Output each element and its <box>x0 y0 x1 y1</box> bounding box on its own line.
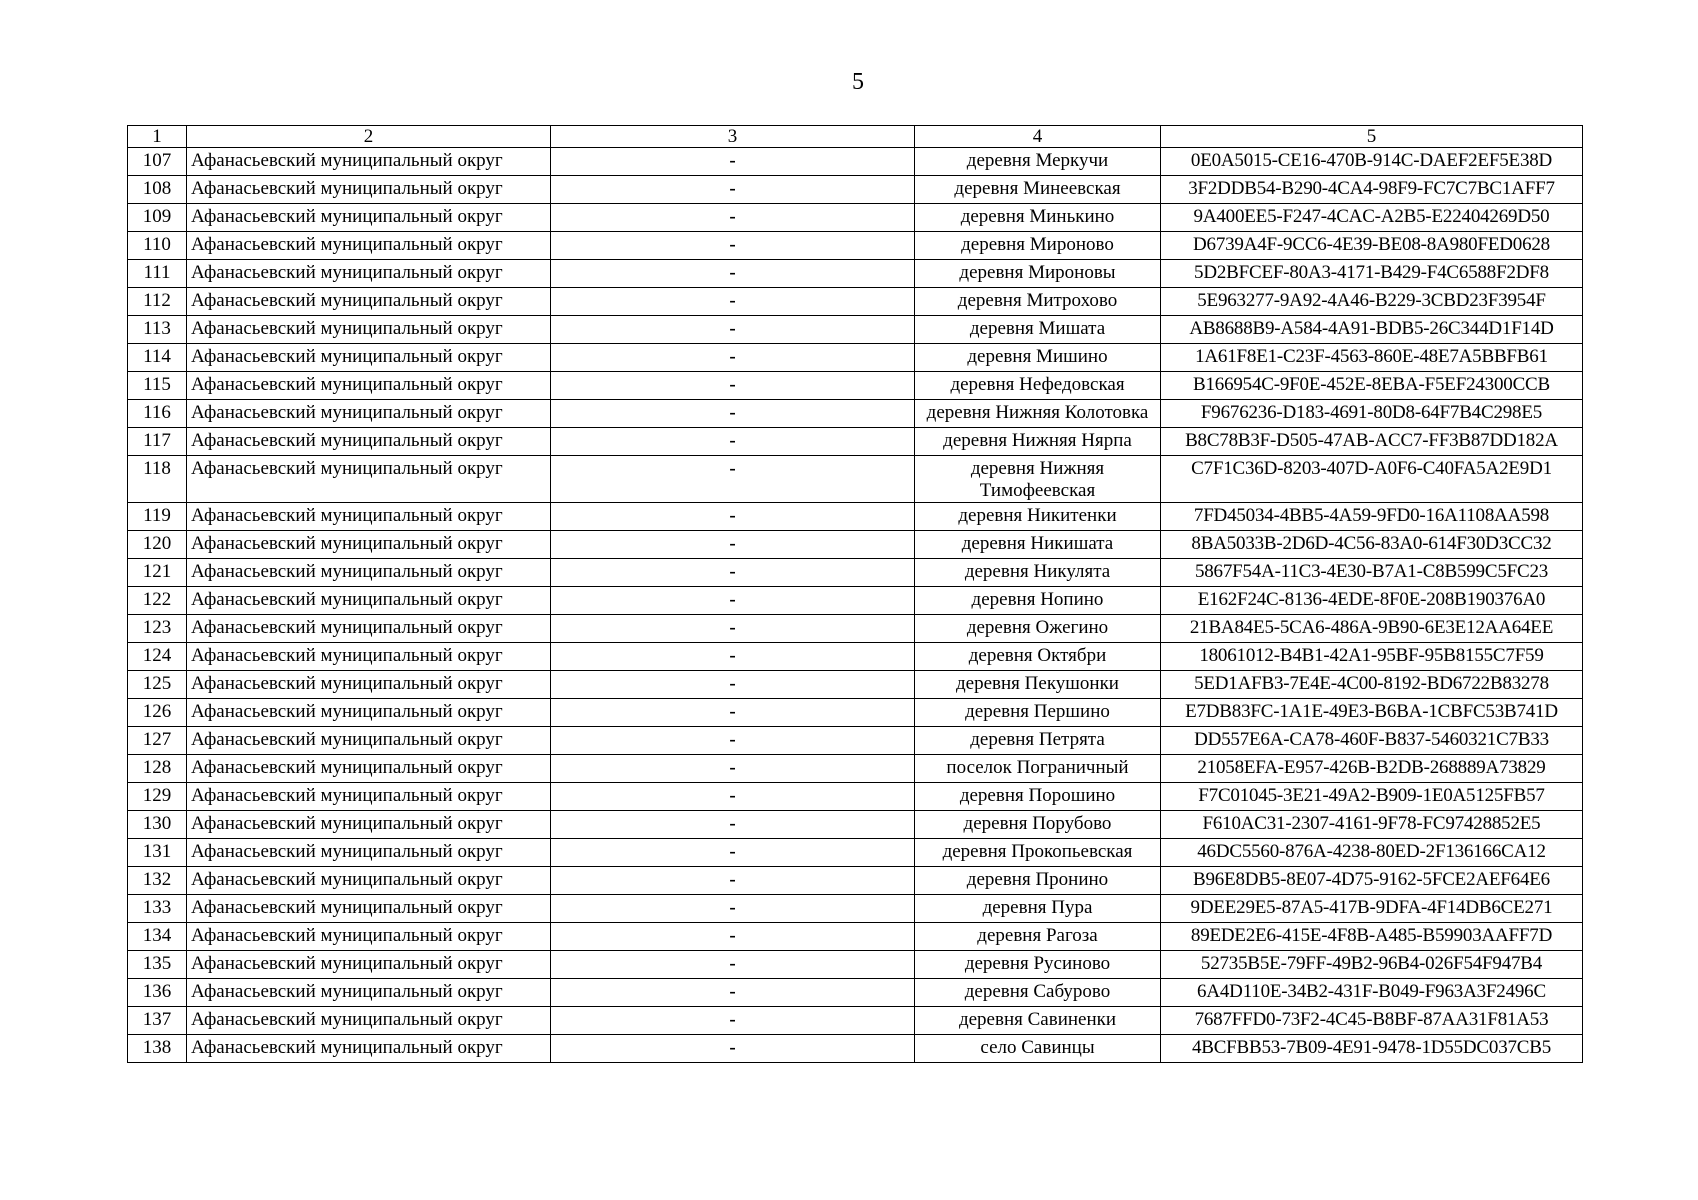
page-number: 5 <box>852 69 864 95</box>
table-row <box>128 428 1583 456</box>
table-row <box>128 559 1583 587</box>
identifier-code-cell: 4BCFBB53-7B09-4E91-9478-1D55DC037CB5 <box>1161 1035 1583 1063</box>
row-number: 111 <box>128 260 187 288</box>
settlement-name-cell: деревня Пекушонки <box>915 671 1161 699</box>
identifier-code-cell: 89EDE2E6-415E-4F8B-A485-B59903AAFF7D <box>1161 923 1583 951</box>
table-row <box>128 372 1583 400</box>
settlements-table <box>127 125 1583 1063</box>
row-number: 137 <box>128 1007 187 1035</box>
row-number: 108 <box>128 176 187 204</box>
column3-cell: - <box>551 979 915 1007</box>
column3-cell: - <box>551 867 915 895</box>
row-number: 131 <box>128 839 187 867</box>
table-row <box>128 288 1583 316</box>
row-number: 133 <box>128 895 187 923</box>
row-number: 115 <box>128 372 187 400</box>
row-number: 119 <box>128 503 187 531</box>
row-number: 116 <box>128 400 187 428</box>
row-number: 118 <box>128 456 187 503</box>
identifier-code-cell: F7C01045-3E21-49A2-B909-1E0A5125FB57 <box>1161 783 1583 811</box>
settlement-name-cell: деревня Октябри <box>915 643 1161 671</box>
municipality-cell: Афанасьевский муниципальный округ <box>187 559 551 587</box>
column3-cell: - <box>551 428 915 456</box>
settlement-name-cell: деревня Митрохово <box>915 288 1161 316</box>
municipality-cell: Афанасьевский муниципальный округ <box>187 979 551 1007</box>
identifier-code-cell: 21BA84E5-5CA6-486A-9B90-6E3E12AA64EE <box>1161 615 1583 643</box>
table-row <box>128 204 1583 232</box>
column-header: 4 <box>915 126 1161 148</box>
column-header: 1 <box>128 126 187 148</box>
column3-cell: - <box>551 316 915 344</box>
municipality-cell: Афанасьевский муниципальный округ <box>187 344 551 372</box>
settlement-name-cell: деревня Минеевская <box>915 176 1161 204</box>
settlement-name-cell: деревня Пура <box>915 895 1161 923</box>
municipality-cell: Афанасьевский муниципальный округ <box>187 316 551 344</box>
column3-cell: - <box>551 559 915 587</box>
municipality-cell: Афанасьевский муниципальный округ <box>187 148 551 176</box>
identifier-code-cell: 5E963277-9A92-4A46-B229-3CBD23F3954F <box>1161 288 1583 316</box>
table-row <box>128 587 1583 615</box>
row-number: 138 <box>128 1035 187 1063</box>
identifier-code-cell: D6739A4F-9CC6-4E39-BE08-8A980FED0628 <box>1161 232 1583 260</box>
column3-cell: - <box>551 587 915 615</box>
settlement-name-cell: деревня Нопино <box>915 587 1161 615</box>
municipality-cell: Афанасьевский муниципальный округ <box>187 643 551 671</box>
municipality-cell: Афанасьевский муниципальный округ <box>187 1007 551 1035</box>
settlement-name-cell: деревня Нижняя Колотовка <box>915 400 1161 428</box>
column3-cell: - <box>551 531 915 559</box>
municipality-cell: Афанасьевский муниципальный округ <box>187 755 551 783</box>
table-row <box>128 148 1583 176</box>
row-number: 120 <box>128 531 187 559</box>
identifier-code-cell: 9A400EE5-F247-4CAC-A2B5-E22404269D50 <box>1161 204 1583 232</box>
identifier-code-cell: F610AC31-2307-4161-9F78-FC97428852E5 <box>1161 811 1583 839</box>
settlement-name-cell: деревня Порубово <box>915 811 1161 839</box>
column3-cell: - <box>551 1035 915 1063</box>
municipality-cell: Афанасьевский муниципальный округ <box>187 503 551 531</box>
column3-cell: - <box>551 232 915 260</box>
table-row <box>128 895 1583 923</box>
row-number: 112 <box>128 288 187 316</box>
settlement-name-cell: деревня Мироновы <box>915 260 1161 288</box>
settlement-name-cell: деревня Никитенки <box>915 503 1161 531</box>
municipality-cell: Афанасьевский муниципальный округ <box>187 1035 551 1063</box>
table-row <box>128 699 1583 727</box>
table-body <box>128 148 1583 1063</box>
identifier-code-cell: 46DC5560-876A-4238-80ED-2F136166CA12 <box>1161 839 1583 867</box>
column3-cell: - <box>551 1007 915 1035</box>
column3-cell: - <box>551 372 915 400</box>
row-number: 136 <box>128 979 187 1007</box>
column3-cell: - <box>551 615 915 643</box>
municipality-cell: Афанасьевский муниципальный округ <box>187 783 551 811</box>
municipality-cell: Афанасьевский муниципальный округ <box>187 260 551 288</box>
row-number: 123 <box>128 615 187 643</box>
table-row <box>128 867 1583 895</box>
settlement-name-cell: деревня Мишата <box>915 316 1161 344</box>
table-row <box>128 951 1583 979</box>
identifier-code-cell: B8C78B3F-D505-47AB-ACC7-FF3B87DD182A <box>1161 428 1583 456</box>
column3-cell: - <box>551 727 915 755</box>
table-row <box>128 531 1583 559</box>
row-number: 128 <box>128 755 187 783</box>
table-row <box>128 727 1583 755</box>
column3-cell: - <box>551 895 915 923</box>
settlement-name-cell: деревня Мироново <box>915 232 1161 260</box>
identifier-code-cell: C7F1C36D-8203-407D-A0F6-C40FA5A2E9D1 <box>1161 456 1583 503</box>
row-number: 135 <box>128 951 187 979</box>
municipality-cell: Афанасьевский муниципальный округ <box>187 288 551 316</box>
municipality-cell: Афанасьевский муниципальный округ <box>187 456 551 503</box>
column3-cell: - <box>551 503 915 531</box>
column-header: 5 <box>1161 126 1583 148</box>
municipality-cell: Афанасьевский муниципальный округ <box>187 923 551 951</box>
settlement-name-cell: поселок Пограничный <box>915 755 1161 783</box>
identifier-code-cell: 52735B5E-79FF-49B2-96B4-026F54F947B4 <box>1161 951 1583 979</box>
column3-cell: - <box>551 811 915 839</box>
identifier-code-cell: 5867F54A-11C3-4E30-B7A1-C8B599C5FC23 <box>1161 559 1583 587</box>
table-row <box>128 615 1583 643</box>
municipality-cell: Афанасьевский муниципальный округ <box>187 531 551 559</box>
row-number: 117 <box>128 428 187 456</box>
identifier-code-cell: 7687FFD0-73F2-4C45-B8BF-87AA31F81A53 <box>1161 1007 1583 1035</box>
settlement-name-cell: деревня Никишата <box>915 531 1161 559</box>
table-row <box>128 176 1583 204</box>
table-row <box>128 1007 1583 1035</box>
table-row <box>128 316 1583 344</box>
row-number: 127 <box>128 727 187 755</box>
settlement-name-cell: деревня Петрята <box>915 727 1161 755</box>
table-row <box>128 643 1583 671</box>
table-row <box>128 400 1583 428</box>
row-number: 134 <box>128 923 187 951</box>
column3-cell: - <box>551 699 915 727</box>
table-row <box>128 1035 1583 1063</box>
settlement-name-cell: деревня Русиново <box>915 951 1161 979</box>
column3-cell: - <box>551 755 915 783</box>
identifier-code-cell: 1A61F8E1-C23F-4563-860E-48E7A5BBFB61 <box>1161 344 1583 372</box>
settlement-name-cell: деревня Нижняя Тимофеевская <box>915 456 1161 503</box>
identifier-code-cell: 21058EFA-E957-426B-B2DB-268889A73829 <box>1161 755 1583 783</box>
identifier-code-cell: F9676236-D183-4691-80D8-64F7B4C298E5 <box>1161 400 1583 428</box>
row-number: 124 <box>128 643 187 671</box>
row-number: 125 <box>128 671 187 699</box>
settlement-name-cell: деревня Пронино <box>915 867 1161 895</box>
municipality-cell: Афанасьевский муниципальный округ <box>187 895 551 923</box>
column3-cell: - <box>551 176 915 204</box>
settlement-name-cell: деревня Сабурово <box>915 979 1161 1007</box>
identifier-code-cell: E7DB83FC-1A1E-49E3-B6BA-1CBFC53B741D <box>1161 699 1583 727</box>
column-header: 2 <box>187 126 551 148</box>
column3-cell: - <box>551 400 915 428</box>
municipality-cell: Афанасьевский муниципальный округ <box>187 176 551 204</box>
table-row <box>128 839 1583 867</box>
row-number: 109 <box>128 204 187 232</box>
identifier-code-cell: AB8688B9-A584-4A91-BDB5-26C344D1F14D <box>1161 316 1583 344</box>
municipality-cell: Афанасьевский муниципальный округ <box>187 867 551 895</box>
table-row <box>128 811 1583 839</box>
identifier-code-cell: B96E8DB5-8E07-4D75-9162-5FCE2AEF64E6 <box>1161 867 1583 895</box>
municipality-cell: Афанасьевский муниципальный округ <box>187 727 551 755</box>
settlement-name-cell: деревня Савиненки <box>915 1007 1161 1035</box>
identifier-code-cell: 9DEE29E5-87A5-417B-9DFA-4F14DB6CE271 <box>1161 895 1583 923</box>
identifier-code-cell: 6A4D110E-34B2-431F-B049-F963A3F2496C <box>1161 979 1583 1007</box>
settlement-name-cell: село Савинцы <box>915 1035 1161 1063</box>
column3-cell: - <box>551 344 915 372</box>
identifier-code-cell: DD557E6A-CA78-460F-B837-5460321C7B33 <box>1161 727 1583 755</box>
identifier-code-cell: 3F2DDB54-B290-4CA4-98F9-FC7C7BC1AFF7 <box>1161 176 1583 204</box>
row-number: 126 <box>128 699 187 727</box>
column3-cell: - <box>551 148 915 176</box>
row-number: 129 <box>128 783 187 811</box>
identifier-code-cell: 5D2BFCEF-80A3-4171-B429-F4C6588F2DF8 <box>1161 260 1583 288</box>
column3-cell: - <box>551 204 915 232</box>
municipality-cell: Афанасьевский муниципальный округ <box>187 951 551 979</box>
table-row <box>128 503 1583 531</box>
table-row <box>128 260 1583 288</box>
table-row <box>128 923 1583 951</box>
column3-cell: - <box>551 951 915 979</box>
municipality-cell: Афанасьевский муниципальный округ <box>187 400 551 428</box>
settlement-name-cell: деревня Никулята <box>915 559 1161 587</box>
table-header-row <box>128 126 1583 148</box>
table-row <box>128 232 1583 260</box>
table-row <box>128 344 1583 372</box>
identifier-code-cell: 8BA5033B-2D6D-4C56-83A0-614F30D3CC32 <box>1161 531 1583 559</box>
column3-cell: - <box>551 671 915 699</box>
row-number: 122 <box>128 587 187 615</box>
settlement-name-cell: деревня Минькино <box>915 204 1161 232</box>
table-row <box>128 755 1583 783</box>
settlement-name-cell: деревня Нефедовская <box>915 372 1161 400</box>
identifier-code-cell: 0E0A5015-CE16-470B-914C-DAEF2EF5E38D <box>1161 148 1583 176</box>
column3-cell: - <box>551 783 915 811</box>
municipality-cell: Афанасьевский муниципальный округ <box>187 839 551 867</box>
row-number: 132 <box>128 867 187 895</box>
column3-cell: - <box>551 839 915 867</box>
municipality-cell: Афанасьевский муниципальный округ <box>187 587 551 615</box>
settlement-name-cell: деревня Меркучи <box>915 148 1161 176</box>
identifier-code-cell: E162F24C-8136-4EDE-8F0E-208B190376A0 <box>1161 587 1583 615</box>
column-header: 3 <box>551 126 915 148</box>
municipality-cell: Афанасьевский муниципальный округ <box>187 699 551 727</box>
municipality-cell: Афанасьевский муниципальный округ <box>187 232 551 260</box>
table-row <box>128 456 1583 503</box>
identifier-code-cell: B166954C-9F0E-452E-8EBA-F5EF24300CCB <box>1161 372 1583 400</box>
row-number: 121 <box>128 559 187 587</box>
row-number: 130 <box>128 811 187 839</box>
municipality-cell: Афанасьевский муниципальный округ <box>187 428 551 456</box>
identifier-code-cell: 7FD45034-4BB5-4A59-9FD0-16A1108AA598 <box>1161 503 1583 531</box>
settlement-name-cell: деревня Першино <box>915 699 1161 727</box>
municipality-cell: Афанасьевский муниципальный округ <box>187 811 551 839</box>
municipality-cell: Афанасьевский муниципальный округ <box>187 372 551 400</box>
municipality-cell: Афанасьевский муниципальный округ <box>187 204 551 232</box>
column3-cell: - <box>551 643 915 671</box>
row-number: 113 <box>128 316 187 344</box>
settlement-name-cell: деревня Прокопьевская <box>915 839 1161 867</box>
column3-cell: - <box>551 288 915 316</box>
settlement-name-cell: деревня Порошино <box>915 783 1161 811</box>
settlement-name-cell: деревня Ожегино <box>915 615 1161 643</box>
table-row <box>128 979 1583 1007</box>
table-row <box>128 783 1583 811</box>
municipality-cell: Афанасьевский муниципальный округ <box>187 671 551 699</box>
row-number: 114 <box>128 344 187 372</box>
municipality-cell: Афанасьевский муниципальный округ <box>187 615 551 643</box>
row-number: 107 <box>128 148 187 176</box>
column3-cell: - <box>551 456 915 503</box>
table-row <box>128 671 1583 699</box>
identifier-code-cell: 5ED1AFB3-7E4E-4C00-8192-BD6722B83278 <box>1161 671 1583 699</box>
settlement-name-cell: деревня Мишино <box>915 344 1161 372</box>
column3-cell: - <box>551 260 915 288</box>
row-number: 110 <box>128 232 187 260</box>
settlement-name-cell: деревня Нижняя Нярпа <box>915 428 1161 456</box>
column3-cell: - <box>551 923 915 951</box>
settlement-name-cell: деревня Рагоза <box>915 923 1161 951</box>
identifier-code-cell: 18061012-B4B1-42A1-95BF-95B8155C7F59 <box>1161 643 1583 671</box>
